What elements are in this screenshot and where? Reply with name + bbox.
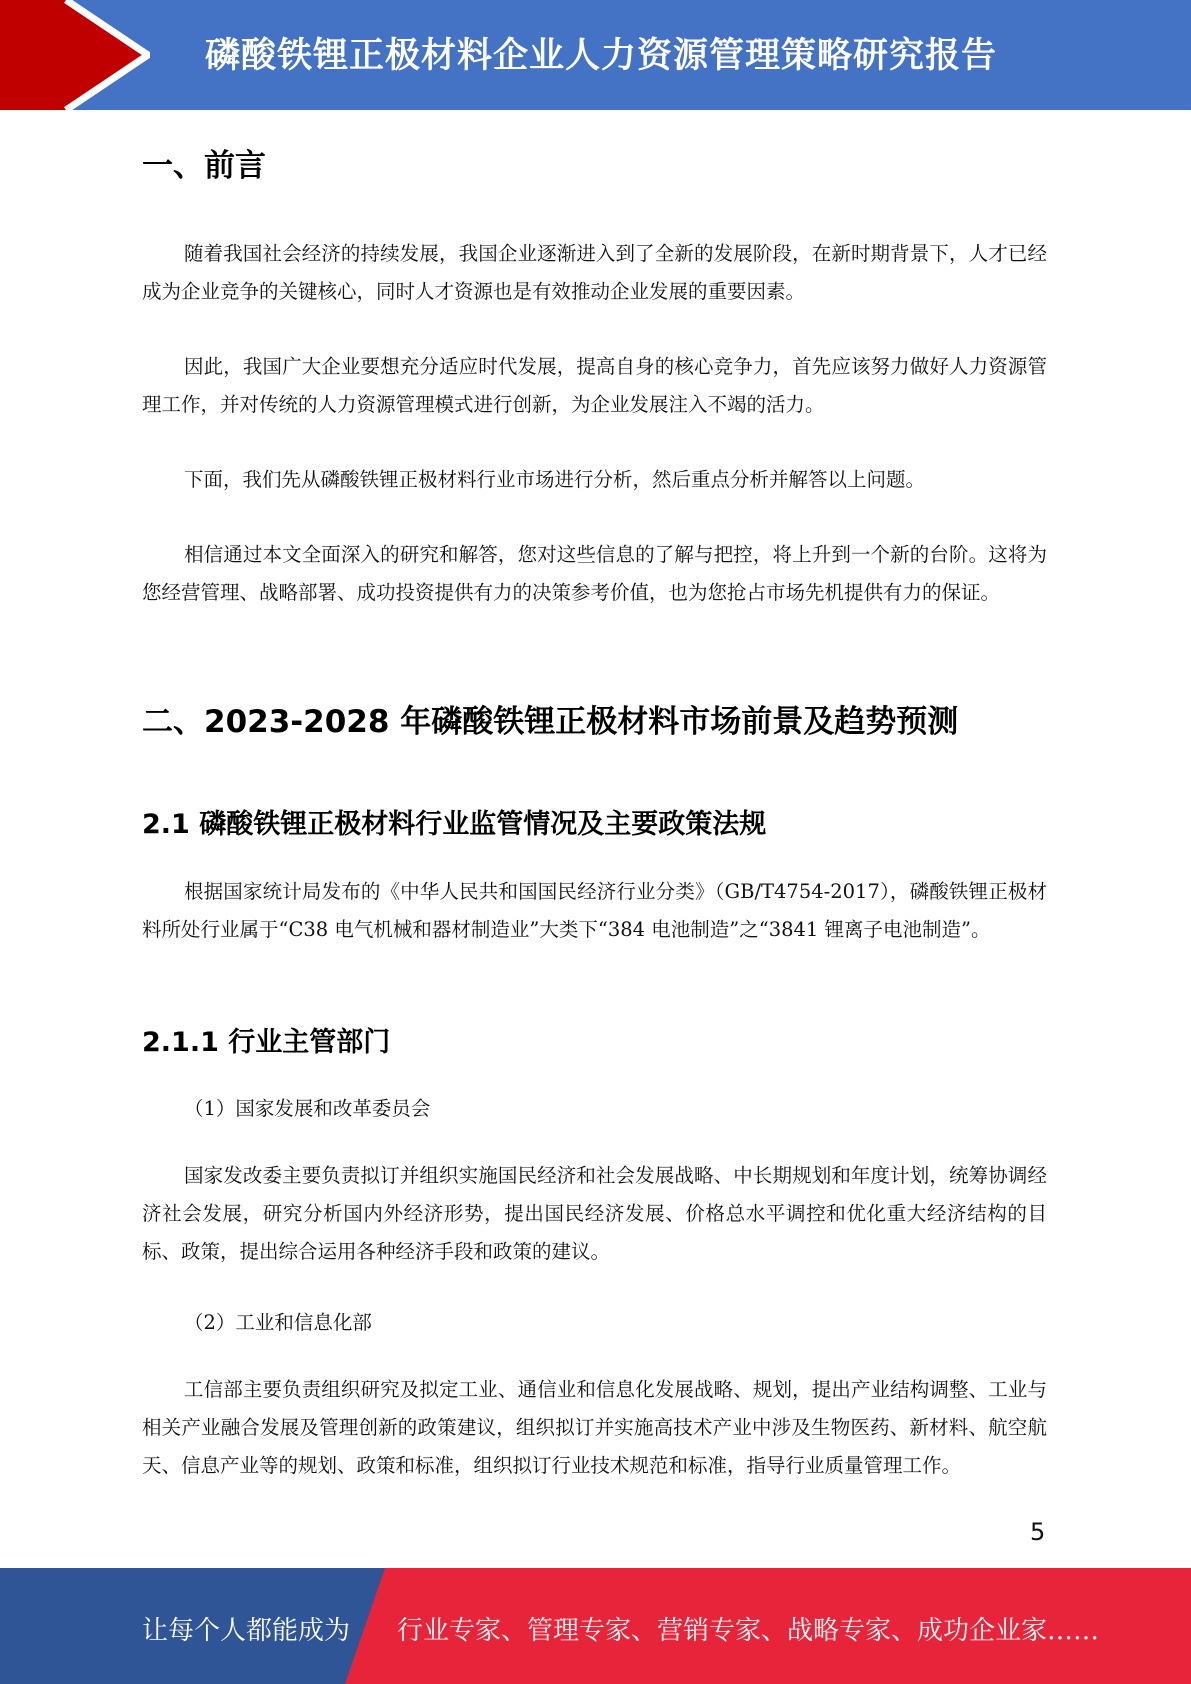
section-heading-preface: 一、前言 xyxy=(142,148,266,184)
preface-paragraph-3: 下面，我们先从磷酸铁锂正极材料行业市场进行分析，然后重点分析并解答以上问题。 xyxy=(184,468,926,491)
page-footer xyxy=(0,1568,1191,1684)
preface-paragraph-2: 因此，我国广大企业要想充分适应时代发展，提高自身的核心竞争力，首先应该努力做好人力资源管理工作，并对传统的人力资源管理模式进行创新，为企业发展注入不竭的活力。 xyxy=(142,355,1047,416)
subsection-2-1-paragraph: 根据国家统计局发布的《中华人民共和国国民经济行业分类》（GB/T4754-2017），磷酸铁锂正极材料所处行业属于“C38 电气机械和器材制造业”大类下“384 电池制造”之“3841 锂离子电池制造”。 xyxy=(142,880,1047,941)
list-item-label-miit: （2）工业和信息化部 xyxy=(184,1311,372,1334)
miit-paragraph: 工信部主要负责组织研究及拟定工业、通信业和信息化发展战略、规划，提出产业结构调整、工业与相关产业融合发展及管理创新的政策建议，组织拟订并实施高技术产业中涉及生物医药、新材料、航空航天、信息产业等的规划、政策和标准，组织拟订行业技术规范和标准，指导行业质量管理工作。 xyxy=(142,1378,1047,1477)
chevron-arrow-icon xyxy=(0,0,150,110)
subsection-heading-2-1-1: 2.1.1 行业主管部门 xyxy=(142,1027,391,1058)
subsection-heading-2-1: 2.1 磷酸铁锂正极材料行业监管情况及主要政策法规 xyxy=(142,809,767,840)
page-header xyxy=(0,0,1191,110)
ndrc-paragraph: 国家发改委主要负责拟订并组织实施国民经济和社会发展战略、中长期规划和年度计划，统筹协调经济社会发展，研究分析国内外经济形势，提出国民经济发展、价格总水平调控和优化重大经济结构的目标、政策，提出综合运用各种经济手段和政策的建议。 xyxy=(142,1164,1047,1263)
preface-paragraph-1: 随着我国社会经济的持续发展，我国企业逐渐进入到了全新的发展阶段，在新时期背景下，人才已经成为企业竞争的关键核心，同时人才资源也是有效推动企业发展的重要因素。 xyxy=(142,242,1047,303)
footer-slogan-left: 让每个人都能成为 xyxy=(142,1616,351,1646)
footer-slogan-right: 行业专家、管理专家、营销专家、战略专家、成功企业家…… xyxy=(397,1616,1100,1646)
list-item-label-ndrc: （1）国家发展和改革委员会 xyxy=(184,1097,431,1120)
preface-paragraph-4: 相信通过本文全面深入的研究和解答，您对这些信息的了解与把控，将上升到一个新的台阶。这将为您经营管理、战略部署、成功投资提供有力的决策参考价值，也为您抢占市场先机提供有力的保证。 xyxy=(142,543,1047,604)
report-title: 磷酸铁锂正极材料企业人力资源管理策略研究报告 xyxy=(205,36,998,76)
section-heading-market: 二、2023-2028 年磷酸铁锂正极材料市场前景及趋势预测 xyxy=(142,704,959,740)
page-number: 5 xyxy=(1030,1518,1046,1546)
